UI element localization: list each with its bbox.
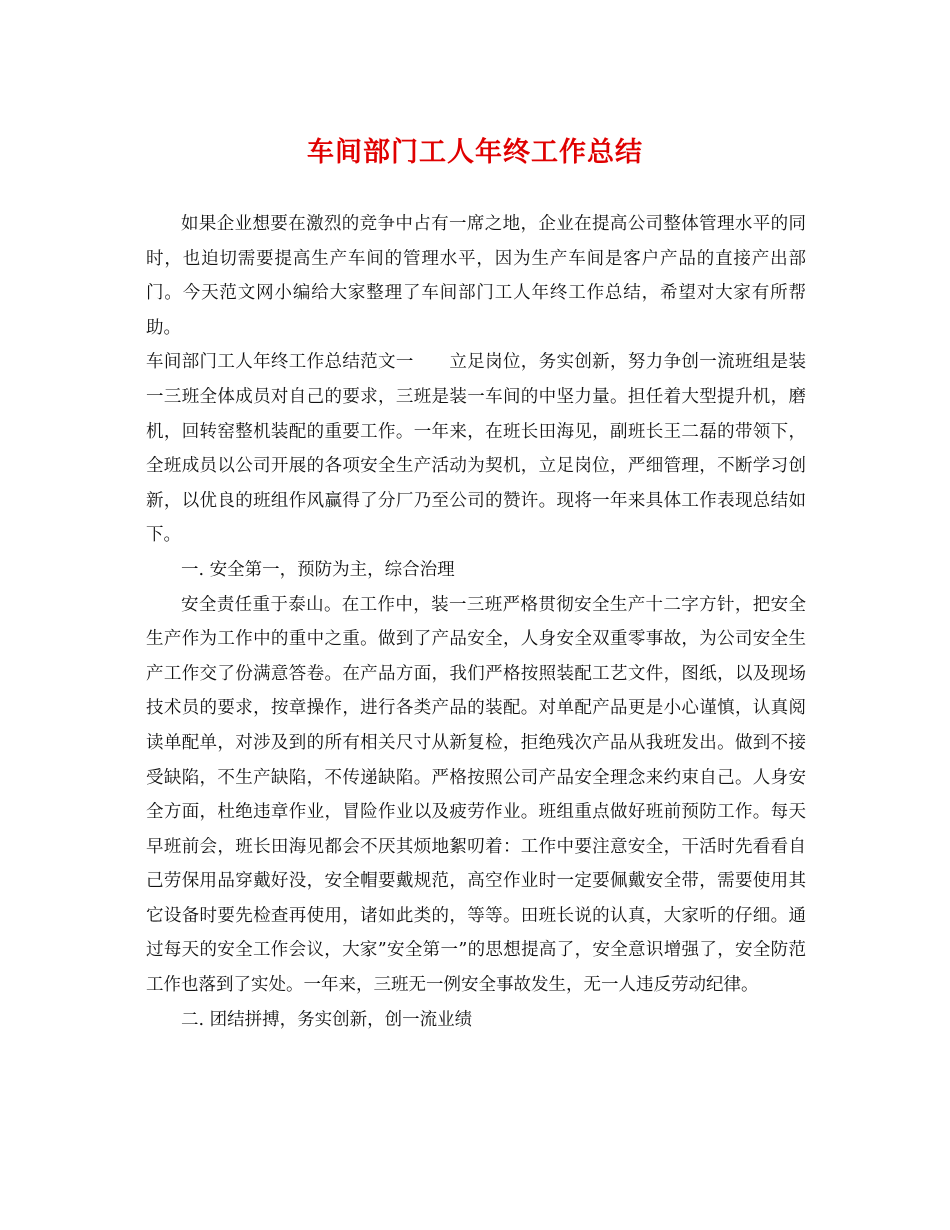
section-heading-teamwork: 二. 团结拼搏，务实创新，创一流业绩	[181, 1009, 473, 1030]
intro-paragraph: 如果企业想要在激烈的竞争中占有一席之地，企业在提高公司整体管理水平的同时，也迫切需要提高生产车间的管理水平，因为生产车间是客户产品的直接产出部门。今天范文网小编给大家整理了车间部门工人年终工作总结，希望对大家有所帮助。	[146, 214, 806, 338]
safety-paragraph: 安全责任重于泰山。在工作中，装一三班严格贯彻安全生产十二字方针，把安全生产作为工作中的重中之重。做到了产品安全，人身安全双重零事故，为公司安全生产工作交了份满意答卷。在产品方面，我们严格按照装配工艺文件，图纸，以及现场技术员的要求，按章操作，进行各类产品的装配。对单配产品更是小心谨慎，认真阅读单配单，对涉及到的所有相关尺寸从新复检，拒绝残次产品从我班发出。做到不接受缺陷，不生产缺陷，不传递缺陷。严格按照公司产品安全理念来约束自己。人身安全方面，杜绝违章作业，冒险作业以及疲劳作业。班组重点做好班前预防工作。每天早班前会，班长田海见都会不厌其烦地絮叨着：工作中要注意安全，干活时先看看自己劳保用品穿戴好没，安全帽要戴规范，高空作业时一定要佩戴安全带，需要使用其它设备时要先检查再使用，诸如此类的，等等。田班长说的认真，大家听的仔细。通过每天的安全工作会议，大家”安全第一”的思想提高了，安全意识增强了，安全防范工作也落到了实处。一年来，三班无一例安全事故发生，无一人违反劳动纪律。	[146, 594, 806, 996]
sample-intro-paragraph: 车间部门工人年终工作总结范文一 立足岗位，务实创新，努力争创一流班组是装一三班全体成员对自己的要求，三班是装一车间的中坚力量。担任着大型提升机，磨机，回转窑整机装配的重要工作。一年来，在班长田海见，副班长王二磊的带领下，全班成员以公司开展的各项安全生产活动为契机，立足岗位，严细管理，不断学习创新，以优良的班组作风赢得了分厂乃至公司的赞许。现将一年来具体工作表现总结如下。	[146, 352, 806, 546]
document-title: 车间部门工人年终工作总结	[307, 137, 643, 168]
document-body	[146, 207, 806, 1037]
section-heading-safety: 一. 安全第一，预防为主，综合治理	[181, 559, 455, 580]
